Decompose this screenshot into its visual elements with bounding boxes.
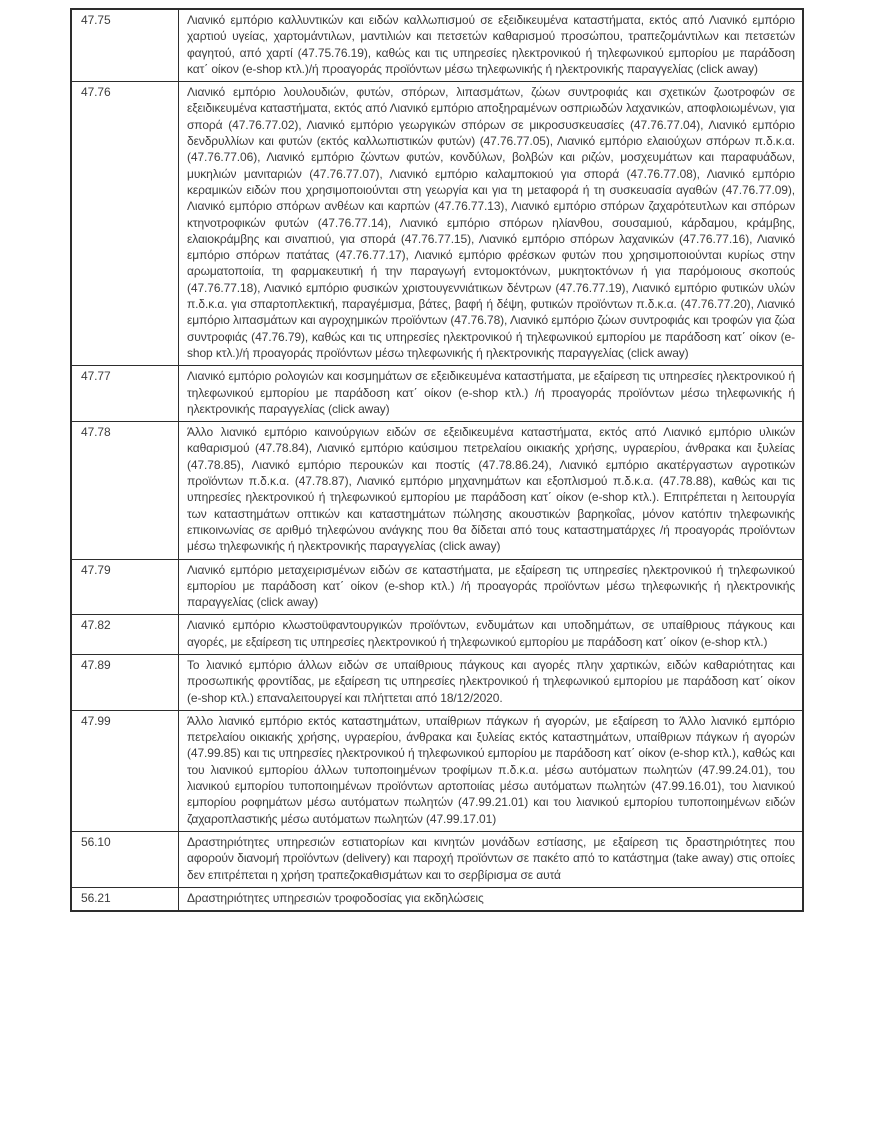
table-row (71, 887, 803, 911)
activity-code: 47.75 (71, 9, 179, 82)
activity-description: Λιανικό εμπόριο μεταχειρισμένων ειδών σε καταστήματα, με εξαίρεση τις υπηρεσίες ηλεκτρονικού ή τηλεφωνικού εμπορίου με παράδοση κατ΄ οίκον (e-shop κτλ.) /ή προαγοράς προϊόντων μέσω τηλεφωνικής ή ηλεκτρονικής παραγγελίας (click away) (179, 559, 804, 615)
activity-description: Δραστηριότητες υπηρεσιών τροφοδοσίας για εκδηλώσεις (179, 887, 804, 911)
table-row (71, 422, 803, 559)
table-row (71, 366, 803, 422)
table-row (71, 654, 803, 710)
activity-codes-table (70, 8, 804, 912)
table-row (71, 710, 803, 831)
activity-description: Άλλο λιανικό εμπόριο καινούργιων ειδών σε εξειδικευμένα καταστήματα, εκτός από Λιανικό εμπόριο υλικών καθαρισμού (47.78.84), Λιανικό εμπόριο καύσιμου πετρελαίου οικιακής χρήσης, υγραερίου, άνθρακα και ξυλείας (47.78.85), Λιανικό εμπόριο περουκών και ποστίς (47.78.86.24), Λιανικό εμπόριο ακατέργαστων αγροτικών προϊόντων π.δ.κ.α. (47.78.87), Λιανικό εμπόριο μηχανημάτων και εξοπλισμού π.δ.κ.α. (47.78.88), καθώς και τις υπηρεσίες ηλεκτρονικού ή τηλεφωνικού εμπορίου με παράδοση κατ΄ οίκον (e-shop κτλ.). Επιτρέπεται η λειτουργία των καταστημάτων οπτικών και καταστημάτων πώλησης ακουστικών βαρηκοΐας, μόνον κατόπιν τηλεφωνικής επικοινωνίας σε αριθμό τηλεφώνου ανάγκης που θα δίδεται από τους καταστηματάρχες /ή προαγοράς προϊόντων μέσω τηλεφωνικής ή ηλεκτρονικής παραγγελίας (click away) (179, 422, 804, 559)
activity-description: Λιανικό εμπόριο καλλυντικών και ειδών καλλωπισμού σε εξειδικευμένα καταστήματα, εκτός από Λιανικό εμπόριο χαρτιού υγείας, χαρτομάντιλων, μαντιλιών και πετσετών καθαρισμού προσώπου, τραπεζομάντιλων και πετσετών φαγητού, από χαρτί (47.75.76.19), καθώς και τις υπηρεσίες ηλεκτρονικού ή τηλεφωνικού εμπορίου με παράδοση κατ΄ οίκον (e-shop κτλ.)/ή προαγοράς προϊόντων μέσω τηλεφωνικής ή ηλεκτρονικής παραγγελίας (click away) (179, 9, 804, 82)
table-row (71, 831, 803, 887)
table-row (71, 615, 803, 655)
activity-codes-table-body (71, 9, 803, 911)
activity-code: 47.99 (71, 710, 179, 831)
activity-description: Το λιανικό εμπόριο άλλων ειδών σε υπαίθριους πάγκους και αγορές πλην χαρτικών, ειδών καθαριότητας και προσωπικής φροντίδας, με εξαίρεση τις υπηρεσίες ηλεκτρονικού ή τηλεφωνικού εμπορίου με παράδοση κατ΄ οίκον (e-shop κτλ.) επαναλειτουργεί και πλήττεται από 18/12/2020. (179, 654, 804, 710)
activity-description: Λιανικό εμπόριο κλωστοϋφαντουργικών προϊόντων, ενδυμάτων και υποδημάτων, σε υπαίθριους πάγκους και αγορές, με εξαίρεση τις υπηρεσίες ηλεκτρονικού ή τηλεφωνικού εμπορίου με παράδοση κατ΄ οίκον (e-shop κτλ.) (179, 615, 804, 655)
activity-description: Λιανικό εμπόριο ρολογιών και κοσμημάτων σε εξειδικευμένα καταστήματα, με εξαίρεση τις υπηρεσίες ηλεκτρονικού ή τηλεφωνικού εμπορίου με παράδοση κατ΄ οίκον (e-shop κτλ.) /ή προαγοράς προϊόντων μέσω τηλεφωνικής ή ηλεκτρονικής παραγγελίας (click away) (179, 366, 804, 422)
activity-description: Λιανικό εμπόριο λουλουδιών, φυτών, σπόρων, λιπασμάτων, ζώων συντροφιάς και σχετικών ζωοτροφών σε εξειδικευμένα καταστήματα, εκτός από Λιανικό εμπόριο αποξηραμένων οσπριωδών λαχανικών, αποφλοιωμένων, για σπορά (47.76.77.02), Λιανικό εμπόριο γεωργικών σπόρων σε μικροσυσκευασίες (47.76.77.04), Λιανικό εμπόριο δενδρυλλίων και φυτών (εκτός καλλωπιστικών φυτών) (47.76.77.05), Λιανικό εμπόριο ελαιούχων σπόρων π.δ.κ.α. (47.76.77.06), Λιανικό εμπόριο ζώντων φυτών, κονδύλων, βολβών και ριζών, μοσχευμάτων και παραφυάδων, μυκηλιών μανιταριών (47.76.77.07), Λιανικό εμπόριο καλαμποκιού για σπορά (47.76.77.08), Λιανικό εμπόριο κεραμικών ειδών που χρησιμοποιούνται στη γεωργία και για τη μεταφορά ή τη συσκευασία αγαθών (47.76.77.09), Λιανικό εμπόριο σπόρων ανθέων και καρπών (47.76.77.13), Λιανικό εμπόριο σπόρων ζαχαρότευτλων και σπόρων κτηνοτροφικών φυτών (47.76.77.14), Λιανικό εμπόριο σπόρων ηλίανθου, σουσαμιού, κάρδαμου, κράμβης, ελαιοκράμβης και σιναπιού, για σπορά (47.76.77.15), Λιανικό εμπόριο σπόρων λαχανικών (47.76.77.16), Λιανικό εμπόριο σπόρων πατάτας (47.76.77.17), Λιανικό εμπόριο φρέσκων φυτών που χρησιμοποιούνται κυρίως στην αρωματοποιία, τη φαρμακευτική ή την παραγωγή εντομοκτόνων, μυκητοκτόνων ή για παρόμοιους σκοπούς (47.76.77.18), Λιανικό εμπόριο φυσικών χριστουγεννιάτικων δέντρων (47.76.77.19), Λιανικό εμπόριο φυτικών υλών π.δ.κ.α. για σπαρτοπλεκτική, παραγέμισμα, βάτες, βαφή ή δέψη, φυτικών προϊόντων π.δ.κ.α. (47.76.77.20), Λιανικό εμπόριο λιπασμάτων και αγροχημικών προϊόντων (47.76.78), Λιανικό εμπόριο ζώων συντροφιάς και τροφών για ζώα συντροφιάς (47.76.79), καθώς και τις υπηρεσίες ηλεκτρονικού ή τηλεφωνικού εμπορίου με παράδοση κατ΄ οίκον (e-shop κτλ.)/ή προαγοράς προϊόντων μέσω τηλεφωνικής ή ηλεκτρονικής παραγγελίας (click away) (179, 82, 804, 366)
table-row (71, 9, 803, 82)
table-row (71, 82, 803, 366)
activity-code: 47.89 (71, 654, 179, 710)
activity-code: 56.10 (71, 831, 179, 887)
activity-description: Άλλο λιανικό εμπόριο εκτός καταστημάτων, υπαίθριων πάγκων ή αγορών, με εξαίρεση το Άλλο λιανικό εμπόριο πετρελαίου οικιακής χρήσης, υγραερίου, άνθρακα και ξυλείας εκτός καταστημάτων, υπαίθριων πάγκων ή αγορών (47.99.85) και τις υπηρεσίες ηλεκτρονικού ή τηλεφωνικού εμπορίου με παράδοση κατ΄ οίκον (e-shop κτλ.), καθώς και του λιανικού εμπορίου άλλων τυποποιημένων τροφίμων π.δ.κ.α. μέσω αυτόματων πωλητών (47.99.24.01), του λιανικού εμπορίου τυποποιημένων προϊόντων αρτοποιίας μέσω αυτόματων πωλητών (47.99.16.01), του λιανικού εμπορίου ροφημάτων μέσω αυτόματων πωλητών (47.99.21.01) και του λιανικού εμπορίου τυποποιημένων ειδών ζαχαροπλαστικής μέσω αυτόματων πωλητών (47.99.17.01) (179, 710, 804, 831)
table-row (71, 559, 803, 615)
activity-code: 47.76 (71, 82, 179, 366)
activity-code: 47.79 (71, 559, 179, 615)
activity-code: 56.21 (71, 887, 179, 911)
activity-code: 47.78 (71, 422, 179, 559)
activity-code: 47.82 (71, 615, 179, 655)
activity-code: 47.77 (71, 366, 179, 422)
activity-description: Δραστηριότητες υπηρεσιών εστιατορίων και κινητών μονάδων εστίασης, με εξαίρεση τις δραστηριότητες που αφορούν διανομή προϊόντων (delivery) και παροχή προϊόντων σε πακέτο από το κατάστημα (take away) στις οποίες δεν επιτρέπεται η χρήση τραπεζοκαθισμάτων και το σερβίρισμα σε αυτά (179, 831, 804, 887)
